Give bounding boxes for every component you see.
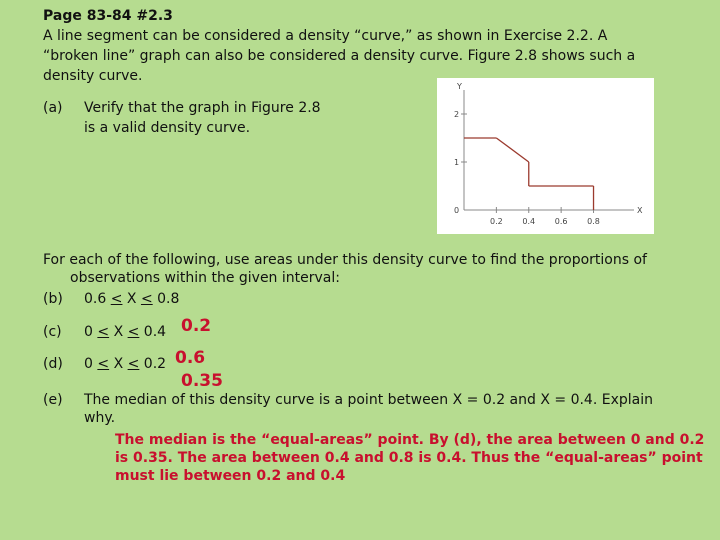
- page-title: Page 83-84 #2.3: [43, 8, 173, 24]
- x-tick-label: 0.8: [587, 217, 600, 226]
- density-curve-chart: [437, 78, 654, 234]
- part-b-op-1: <: [110, 291, 123, 307]
- part-d-op-1: <: [97, 356, 110, 372]
- intro-line-1: A line segment can be considered a density “curve,” as shown in Exercise 2.2. A: [43, 28, 608, 44]
- part-b-label: (b): [43, 291, 63, 307]
- part-c-op-2: <: [127, 324, 140, 340]
- part-d-op-2: <: [127, 356, 140, 372]
- part-e-answer-line-1: The median is the “equal-areas” point. By (d), the area between 0 and 0.2: [115, 432, 705, 448]
- part-c-upper: 0.4: [143, 324, 167, 340]
- instructions-line-2: observations within the given interval:: [70, 270, 340, 286]
- x-tick-label: 0.2: [490, 217, 503, 226]
- part-b-answer: 0.2: [181, 316, 212, 336]
- part-e-answer-line-3: must lie between 0.2 and 0.4: [115, 468, 346, 484]
- part-c-label: (c): [43, 324, 62, 340]
- part-e-line-2: why.: [84, 410, 116, 426]
- intro-line-2: “broken line” graph can also be considered a density curve. Figure 2.8 shows such a: [43, 48, 636, 64]
- part-b-var: X: [126, 291, 137, 307]
- part-c-answer: 0.6: [175, 348, 206, 368]
- part-c-lower: 0: [84, 324, 93, 340]
- part-d-lower: 0: [84, 356, 93, 372]
- x-tick-label: 0.6: [554, 217, 568, 226]
- intro-line-3: density curve.: [43, 68, 143, 84]
- part-e-answer-line-2: is 0.35. The area between 0.4 and 0.8 is 0.4. Thus the “equal-areas” point: [115, 450, 703, 466]
- part-b-upper: 0.8: [157, 291, 180, 307]
- part-d-var: X: [113, 356, 124, 372]
- origin-label: 0: [454, 206, 460, 215]
- part-a-line-2: is a valid density curve.: [84, 120, 251, 136]
- part-c-interval: [84, 322, 166, 342]
- x-tick-label: 0.4: [522, 217, 536, 226]
- part-d-upper: 0.2: [143, 356, 167, 372]
- part-d-answer: 0.35: [181, 371, 223, 391]
- part-c-var: X: [113, 324, 124, 340]
- part-d-label: (d): [43, 356, 63, 372]
- part-e-line-1: The median of this density curve is a point between X = 0.2 and X = 0.4. Explain: [84, 392, 653, 408]
- y-axis-title: Y: [457, 82, 462, 91]
- part-b-op-2: <: [140, 291, 153, 307]
- x-axis-title: X: [637, 206, 643, 215]
- part-d-interval: [84, 354, 166, 374]
- part-c-op-1: <: [97, 324, 110, 340]
- figure-2-8: [437, 78, 654, 234]
- part-a-line-1: Verify that the graph in Figure 2.8: [84, 100, 321, 116]
- part-e-label: (e): [43, 392, 63, 408]
- part-b-interval: [84, 289, 179, 309]
- part-a-label: (a): [43, 100, 63, 116]
- instructions-line-1: For each of the following, use areas under this density curve to find the proportions of: [43, 252, 647, 268]
- y-tick-label: 1: [454, 158, 460, 167]
- density-curve-segment: [496, 138, 528, 162]
- part-b-lower: 0.6: [84, 291, 107, 307]
- y-tick-label: 2: [454, 110, 460, 119]
